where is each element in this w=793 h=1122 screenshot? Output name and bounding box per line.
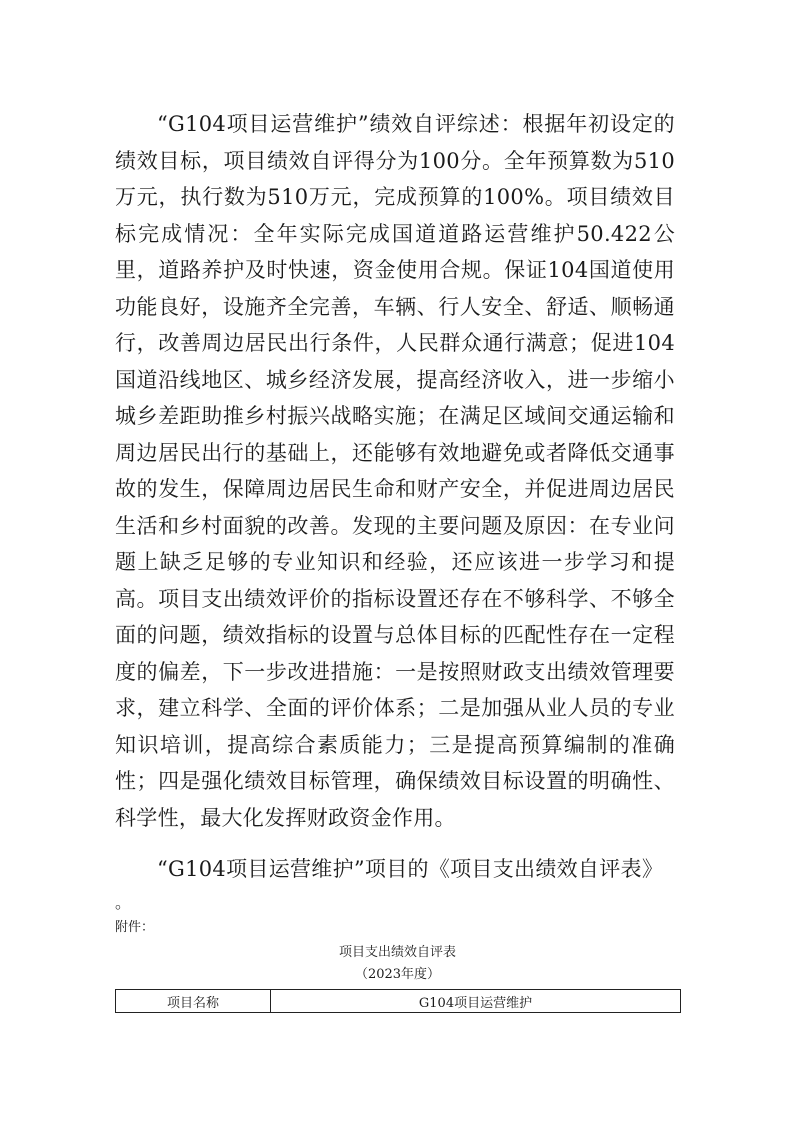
attachment-label: 附件：: [115, 920, 155, 935]
summary-paragraph: “G104项目运营维护”绩效自评综述：根据年初设定的绩效目标，项目绩效自评得分为100分。全年预算数为510万元，执行数为510万元，完成预算的100%。项目绩效目标完成情况：全年实际完成国道道路运营维护50.422公里，道路养护及时快速，资金使用合规。保证104国道使用功能良好，设施齐全完善，车辆、行人安全、舒适、顺畅通行，改善周边居民出行条件，人民群众通行满意；促进104国道沿线地区、城乡经济发展，提高经济收入，进一步缩小城乡差距助推乡村振兴战略实施；在满足区域间交通运输和周边居民出行的基础上，还能够有效地避免或者降低交通事故的发生，保障周边居民生命和财产安全，并促进周边居民生活和乡村面貌的改善。发现的主要问题及原因：在专业问题上缺乏足够的专业知识和经验，还应该进一步学习和提高。项目支出绩效评价的指标设置还存在不够科学、不够全面的问题，绩效指标的设置与总体目标的匹配性存在一定程度的偏差，下一步改进措施：一是按照财政支出绩效管理要求，建立科学、全面的评价体系；二是加强从业人员的专业知识培训，提高综合素质能力；三是提高预算编制的准确性；四是强化绩效目标管理，确保绩效目标设置的明确性、科学性，最大化发挥财政资金作用。: [115, 112, 675, 830]
project-name-value: G104项目运营维护: [271, 990, 681, 1013]
reference-paragraph: “G104项目运营维护”项目的《项目支出绩效自评表》: [157, 857, 664, 881]
project-name-label: 项目名称: [116, 990, 271, 1013]
trailing-period: 。: [115, 893, 132, 912]
table-title: 项目支出绩效自评表: [338, 945, 456, 960]
evaluation-table: [115, 989, 681, 1013]
table-year: （2023年度）: [354, 967, 441, 982]
table-row: [116, 990, 681, 1013]
